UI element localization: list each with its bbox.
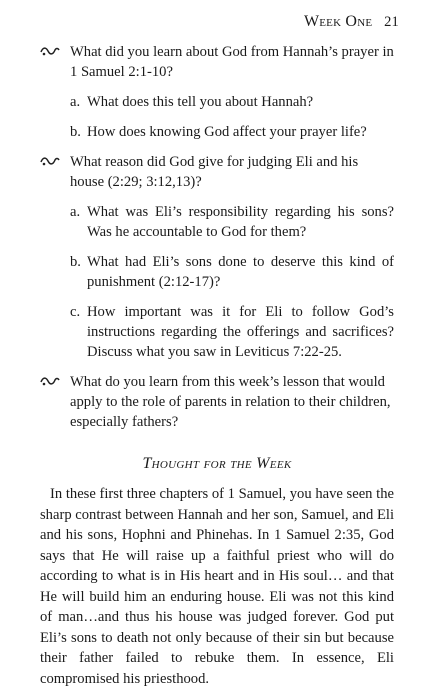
- question-3: [40, 372, 394, 432]
- fleuron-icon: [40, 375, 60, 387]
- fleuron-icon: [40, 155, 60, 167]
- page-number: 21: [384, 14, 399, 30]
- question-1: [40, 42, 394, 82]
- sub-question-text: How does knowing God affect your prayer life?: [87, 124, 367, 140]
- sub-question-text: What does this tell you about Hannah?: [87, 94, 314, 110]
- thought-body: In these first three chapters of 1 Samuel, you have seen the sharp contrast between Hannah and her son, Samuel, and Eli and his sons, Hophni and Phinehas. In 1 Samuel 2:35, God says that He will raise up a faithful priest who will do according to what is in His heart and in His soul… and that He will build him an enduring house. Eli was not this kind of man…and thus his house was judged forever. God put Eli’s sons to death not only because of their sin but because their father failed to rebuke them. In essence, Eli compromised his priesthood.: [40, 486, 394, 687]
- fleuron-icon: [40, 45, 60, 57]
- sub-question-2a: [40, 202, 394, 242]
- sub-letter: b.: [70, 124, 81, 140]
- sub-question-text: What had Eli’s sons done to deserve this kind of punishment (2:12-17)?: [87, 254, 394, 290]
- section-title: Week One: [303, 13, 373, 30]
- sub-letter: a.: [70, 94, 81, 110]
- sub-letter: c.: [70, 304, 81, 320]
- sub-question-text: What was Eli’s responsibility regarding his sons? Was he accountable to God for them?: [87, 204, 394, 240]
- sub-letter: b.: [70, 254, 81, 270]
- sub-question-2b: [40, 252, 394, 292]
- sub-question-text: How important was it for Eli to follow God’s instructions regarding the offerings and sacrifices? Discuss what you saw in Leviticus 7:22-25.: [87, 304, 394, 360]
- question-2: [40, 152, 394, 192]
- page-content: [40, 42, 394, 689]
- sub-question-1a: [40, 92, 394, 112]
- sub-letter: a.: [70, 204, 81, 220]
- section-heading: Thought for the Week: [142, 455, 292, 472]
- sub-question-2c: [40, 302, 394, 362]
- question-text: What do you learn from this week’s lesson that would apply to the role of parents in relation to their children, especially fathers?: [70, 374, 391, 430]
- running-head: [304, 13, 399, 31]
- question-text: What reason did God give for judging Eli and his house (2:29; 3:12,13)?: [70, 154, 359, 190]
- question-text: What did you learn about God from Hannah’s prayer in 1 Samuel 2:1-10?: [70, 44, 394, 80]
- sub-question-1b: [40, 122, 394, 142]
